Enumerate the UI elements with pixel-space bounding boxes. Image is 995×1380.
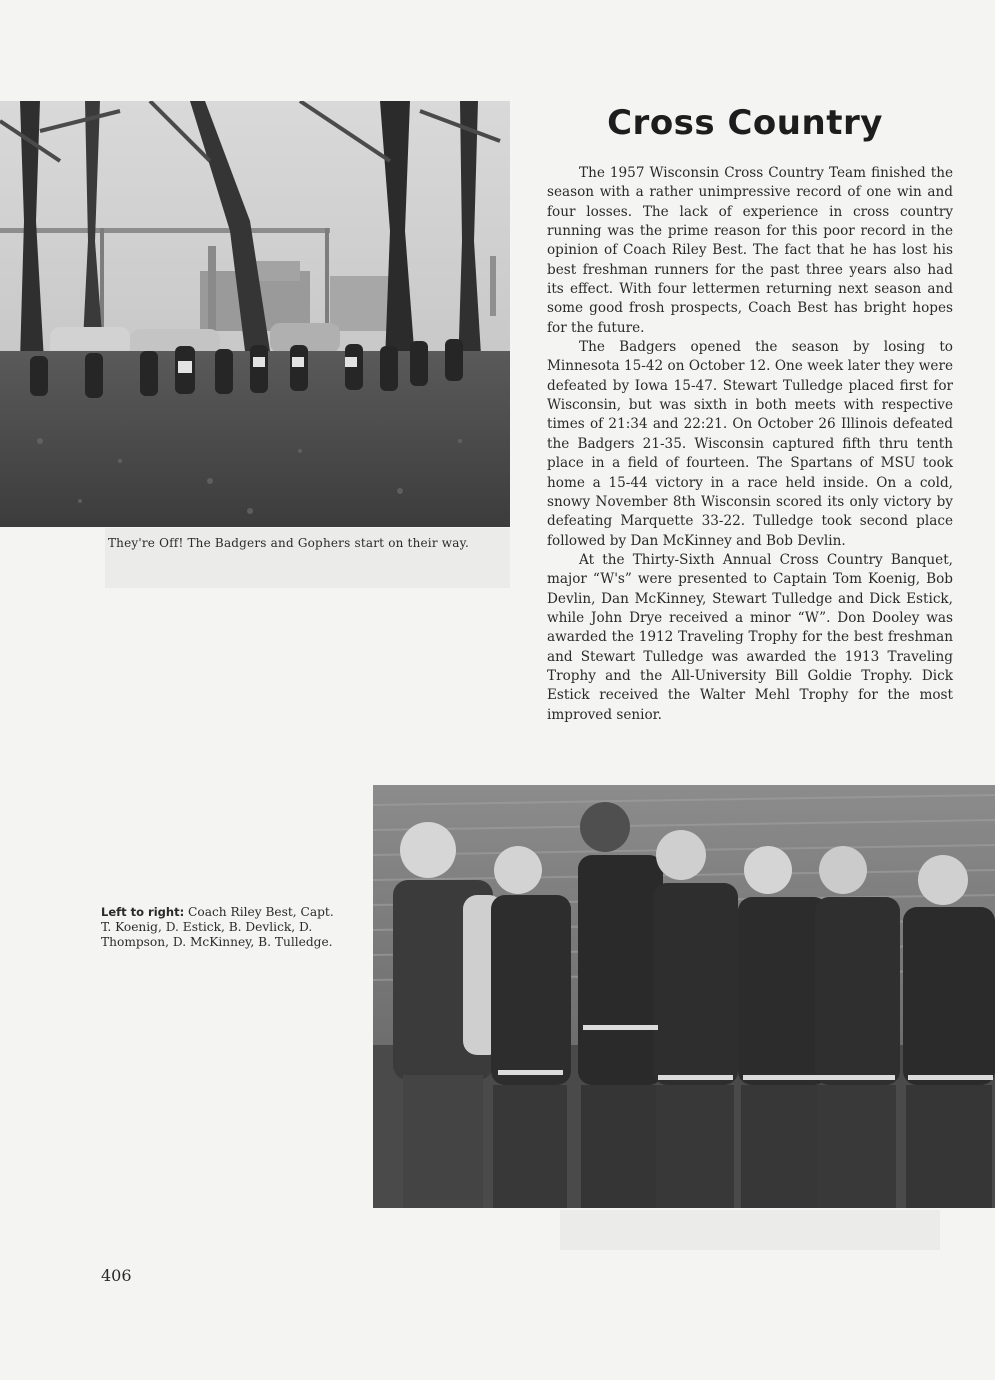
page-title: Cross Country [607,103,883,143]
bleed-through-shadow [560,1210,940,1250]
team-photo-caption [101,905,346,950]
article-paragraph: The Badgers opened the season by losing to Minnesota 15-42 on October 12. One week later they were defeated by Iowa 15-47. Stewart Tulledge placed first for Wisconsin, but was sixth in both meets with respective times of 21:34 and 22:21. On October 26 Illinois defeated the Badgers 21-35. Wisconsin captured fifth thru tenth place in a field of fourteen. The Spartans of MSU took home a 15-44 victory in a race held inside. On a cold, snowy November 8th Wisconsin scored its only victory by defeating Marquette 33-22. Tulledge took second place followed by Dan McKinney and Bob Devlin. [547,339,953,549]
article-paragraph: At the Thirty-Sixth Annual Cross Country Banquet, major “W's” were presented to Captain Tom Koenig, Bob Devlin, Dan McKinney, Stewart Tulledge and Dick Estick, while John Drye received a minor “W”. Don Dooley was awarded the 1912 Traveling Trophy for the best freshman and Stewart Tulledge was awarded the 1913 Traveling Trophy and the All-University Bill Goldie Trophy. Dick Estick received the Walter Mehl Trophy for the most improved senior. [547,551,953,723]
caption-names: Coach Riley Best, Capt. T. Koenig, D. Estick, B. Devlick, D. Thompson, D. McKinney, B. Tulledge. [101,905,334,949]
page-number: 406 [101,1266,132,1285]
article-body [547,164,953,725]
article-paragraph: The 1957 Wisconsin Cross Country Team finished the season with a rather unimpressive record of one win and four losses. The lack of experience in cross country running was the prime reason for this poor record in the opinion of Coach Riley Best. The fact that he has lost his best freshman runners for the past three years also had its effect. With four lettermen returning next season and some good frosh prospects, Coach Best has bright hopes for the future. [547,165,953,336]
team-photo [373,785,995,1208]
caption-lead: Left to right: [101,905,185,919]
race-photo-caption: They're Off! The Badgers and Gophers start on their way. [107,536,470,550]
race-start-photo [0,101,510,527]
